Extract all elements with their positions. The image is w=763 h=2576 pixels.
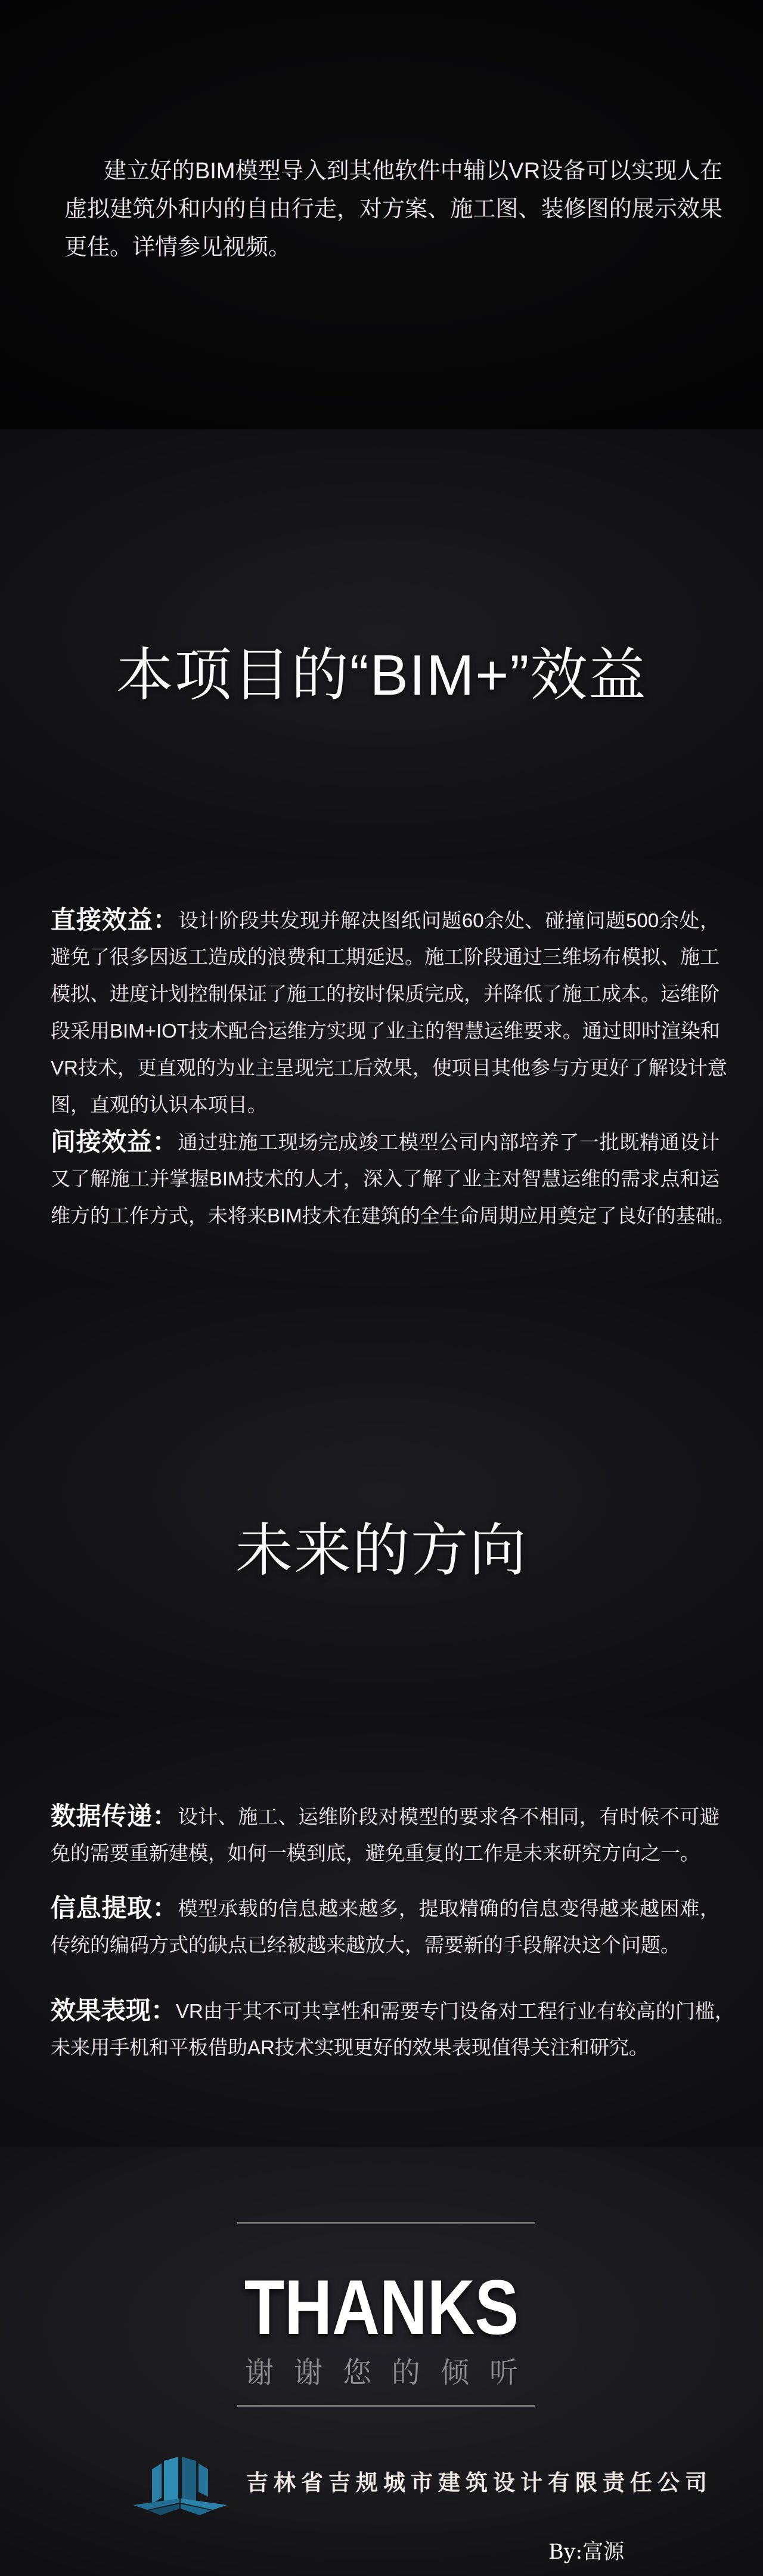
slide-future-detail [0, 1717, 763, 2147]
indirect-benefit-heading: 间接效益： [51, 1128, 178, 1156]
paragraph-line: 信息提取：模型承载的信息越来越多，提取精确的信息变得越来越困难， [51, 1894, 719, 1922]
divider-line-bottom [237, 2405, 535, 2407]
vr-intro-paragraph [64, 152, 722, 267]
effect-presentation-heading: 效果表现： [51, 1996, 176, 2024]
thanks-title: THANKS [244, 2264, 519, 2351]
paragraph-line: 虚拟建筑外和内的自由行走，对方案、施工图、装修图的展示效果 [64, 197, 722, 222]
slide-thanks [0, 2147, 763, 2576]
paragraph-line: 免的需要重新建模，如何一模到底，避免重复的工作是未来研究方向之一。 [51, 1842, 700, 1864]
info-extraction-paragraph [51, 1890, 719, 1964]
divider-line-top [237, 2222, 535, 2224]
paragraph-line: 避免了很多因返工造成的浪费和工期延迟。施工阶段通过三维场布模拟、施工 [51, 946, 719, 968]
paragraph-line: 直接效益：设计阶段共发现并解决图纸问题60余处、碰撞问题500余处， [51, 906, 719, 934]
paragraph-line: 建立好的BIM模型导入到其他软件中辅以VR设备可以实现人在 [104, 159, 722, 184]
benefits-paragraphs [51, 902, 735, 1234]
author-byline: By:富源 [548, 2540, 625, 2564]
slide-vr-intro [0, 0, 763, 429]
paragraph-line: 间接效益：通过驻施工现场完成竣工模型公司内部培养了一批既精通设计 [51, 1128, 719, 1156]
slide-benefit-title [0, 429, 763, 859]
paragraph-line: 图，直观的认识本项目。 [51, 1094, 267, 1116]
paragraph-line: 效果表现：VR由于其不可共享性和需要专门设备对工程行业有较高的门槛， [51, 1996, 734, 2024]
paragraph-line: 数据传递：设计、施工、运维阶段对模型的要求各不相同，有时候不可避 [51, 1802, 719, 1830]
thanks-subtitle: 谢谢您的倾听 [244, 2357, 538, 2389]
data-transfer-paragraph [51, 1798, 719, 1872]
slide-future-title [0, 1288, 763, 1717]
paragraph-line: VR技术，更直观的为业主呈现完工后效果，使项目其他参与方更好了解设计意 [51, 1057, 727, 1079]
company-name: 吉林省吉规城市建筑设计有限责任公司 [246, 2469, 712, 2496]
paragraph-line: 更佳。详情参见视频。 [64, 235, 291, 260]
paragraph-line: 未来用手机和平板借助AR技术实现更好的效果表现值得关注和研究。 [51, 2036, 649, 2058]
paragraph-line: 传统的编码方式的缺点已经被越来越放大，需要新的手段解决这个问题。 [51, 1934, 680, 1956]
paragraph-line: 又了解施工并掌握BIM技术的人才，深入了解了业主对智慧运维的需求点和运 [51, 1168, 719, 1190]
info-extraction-heading: 信息提取： [51, 1894, 178, 1922]
jl-building-logo-icon [129, 2455, 231, 2517]
direct-benefit-heading: 直接效益： [51, 906, 179, 934]
paragraph-line: 模拟、进度计划控制保证了施工的按时保质完成，并降低了施工成本。运维阶 [51, 983, 719, 1005]
effect-presentation-paragraph [51, 1992, 734, 2066]
paragraph-line: 段采用BIM+IOT技术配合运维方实现了业主的智慧运维要求。通过即时渲染和 [51, 1020, 720, 1042]
benefit-title: 本项目的“BIM+”效益 [116, 643, 647, 707]
future-title: 未来的方向 [235, 1519, 528, 1583]
data-transfer-heading: 数据传递： [51, 1802, 178, 1830]
slide-benefits-detail [0, 859, 763, 1288]
paragraph-line: 维方的工作方式，未将来BIM技术在建筑的全生命周期应用奠定了良好的基础。 [51, 1205, 735, 1227]
